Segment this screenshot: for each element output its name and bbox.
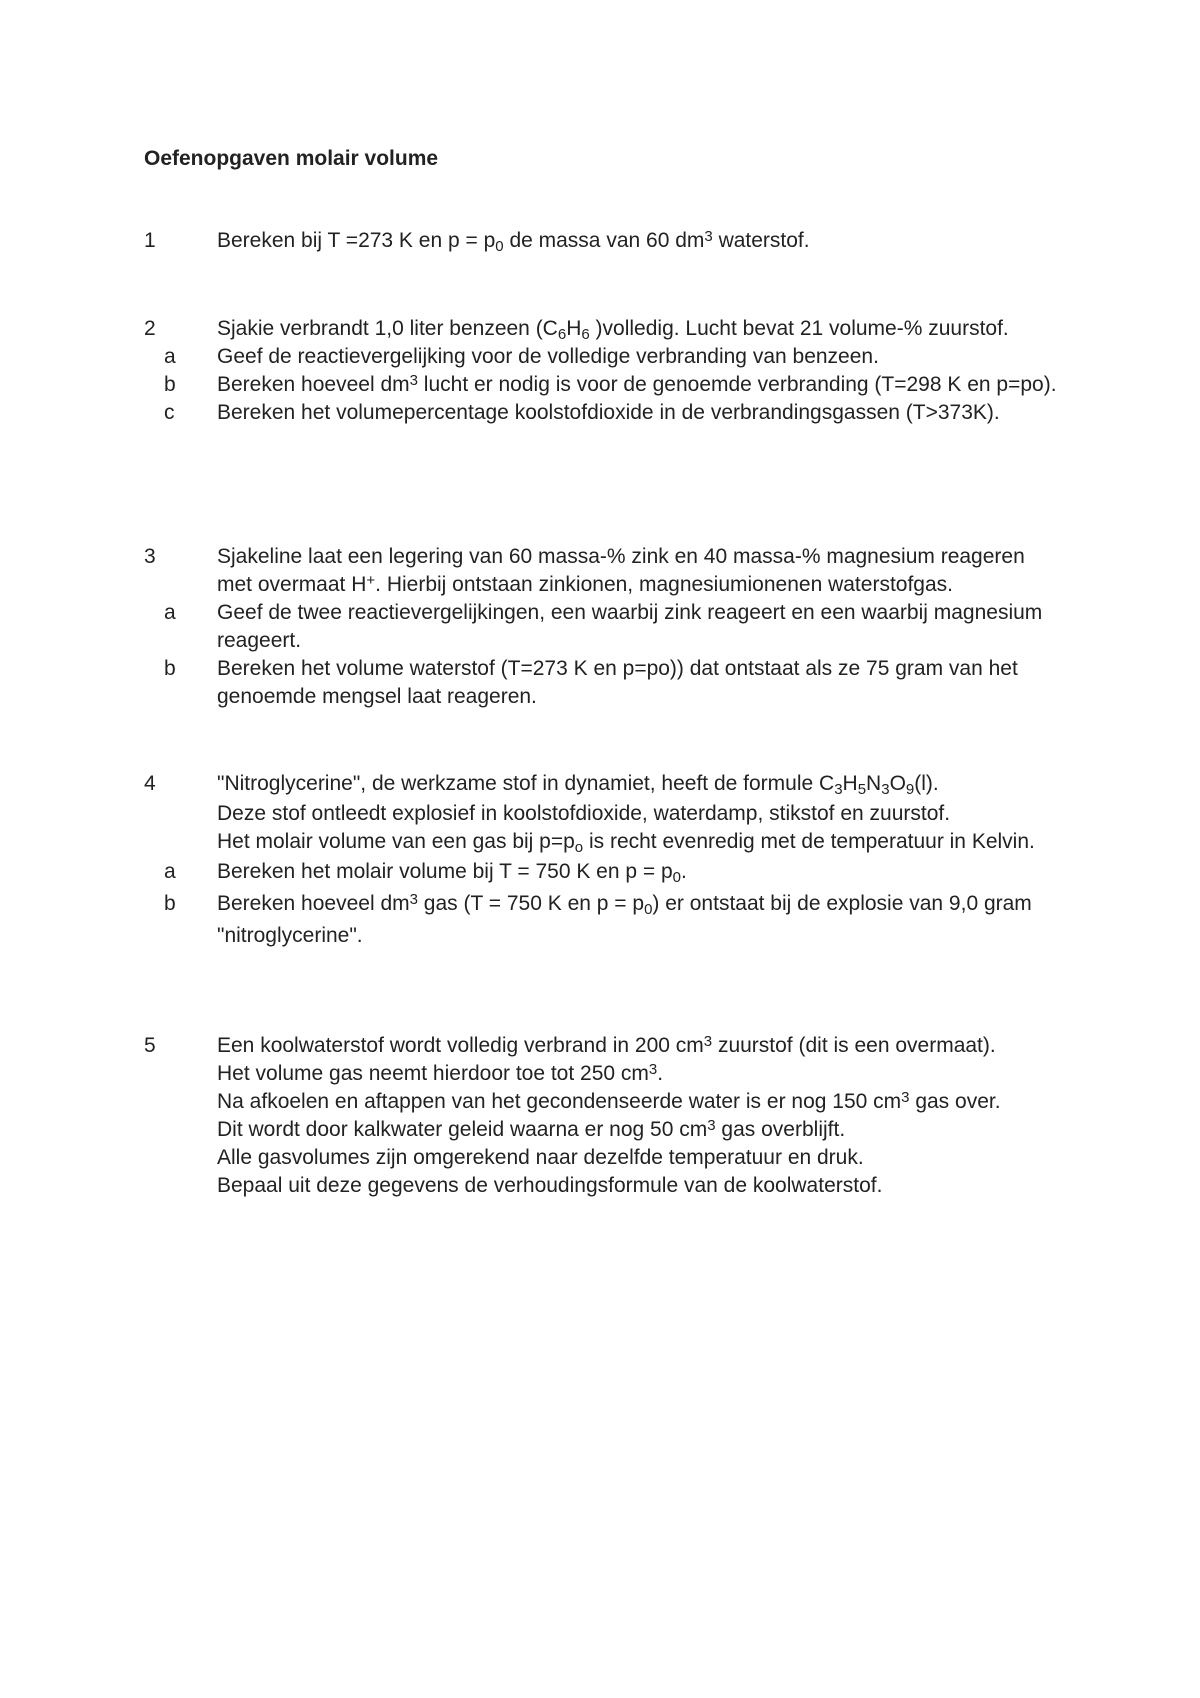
question-number: 5 bbox=[144, 1034, 156, 1057]
question-3b: b Bereken het volume waterstof (T=273 K en p=po)) dat ontstaat als ze 75 gram van het genoemde mengsel laat reageren. bbox=[164, 657, 1018, 708]
sub-question-letter: a bbox=[164, 345, 176, 368]
question-5-line-5: Alle gasvolumes zijn omgerekend naar dezelfde temperatuur en druk. bbox=[217, 1146, 864, 1169]
question-5-line-3: Na afkoelen en aftappen van het gecondenseerde water is er nog 150 $cm^3$ gas over. bbox=[217, 1089, 1001, 1113]
question-4a: a Bereken het molair volume bij T = 750 K en $p = p_0$. bbox=[144, 856, 1064, 888]
question-5-line-6: Bepaal uit deze gegevens de verhoudingsformule van de koolwaterstof. bbox=[217, 1174, 883, 1197]
question-3 bbox=[144, 543, 1064, 711]
question-1-text: 1 Bereken bij T =273 K en $p = p_0$ de massa van 60 $dm^3$ waterstof. bbox=[144, 228, 810, 255]
question-2c: c Bereken het volumepercentage koolstofdioxide in de verbrandingsgassen (T>373K). bbox=[144, 399, 1064, 427]
sub-question-letter: c bbox=[164, 401, 175, 424]
question-3-intro: 3 Sjakeline laat een legering van 60 massa-% zink en 40 massa-% magnesium reageren met overmaat H+. Hierbij ontstaan zinkionen, magnesiumionenen waterstofgas. bbox=[144, 545, 1025, 596]
question-4 bbox=[144, 768, 1064, 952]
question-1 bbox=[144, 227, 1064, 255]
question-2 bbox=[144, 315, 1064, 427]
question-4b: b Bereken hoeveel $dm^3$ gas (T = 750 K en $p = p_0$) er ontstaat bij de explosie van 9,0 gram "nitroglycerine". bbox=[144, 888, 1064, 952]
question-number: 4 bbox=[144, 772, 156, 795]
question-5 bbox=[144, 1032, 1064, 1200]
question-5-line-4: Dit wordt door kalkwater geleid waarna er nog 50 $cm^3$ gas overblijft. bbox=[217, 1117, 846, 1141]
question-3a: a Geef de twee reactievergelijkingen, een waarbij zink reageert en een waarbij magnesium reageert. bbox=[164, 601, 1043, 652]
sub-question-letter: a bbox=[164, 601, 176, 624]
document-title: Oefenopgaven molair volume bbox=[144, 147, 439, 170]
question-2a: a Geef de reactievergelijking voor de volledige verbranding van benzeen. bbox=[144, 343, 1064, 371]
question-4-line-2: Deze stof ontleedt explosief in koolstofdioxide, waterdamp, stikstof en zuurstof. bbox=[217, 802, 951, 825]
question-number: 2 bbox=[144, 317, 156, 340]
question-5-line-2: Het volume gas neemt hierdoor toe tot 250 $cm^3$. bbox=[217, 1061, 664, 1085]
question-number: 1 bbox=[144, 229, 156, 252]
sub-question-letter: b bbox=[164, 892, 176, 915]
question-number: 3 bbox=[144, 545, 156, 568]
question-2b: b Bereken hoeveel $dm^3$ lucht er nodig is voor de genoemde verbranding (T=298 K en p=po). bbox=[144, 371, 1064, 399]
question-5-line-1: 5 Een koolwaterstof wordt volledig verbrand in 200 $cm^3$ zuurstof (dit is een overmaat). bbox=[144, 1032, 1064, 1060]
question-4-intro: 4 "Nitroglycerine", de werkzame stof in dynamiet, heeft de formule $C_3H_5N_3O_9(l)$. bbox=[144, 768, 1064, 800]
sub-question-letter: b bbox=[164, 373, 176, 396]
sub-question-letter: a bbox=[164, 860, 176, 883]
question-2-intro: 2 Sjakie verbrandt 1,0 liter benzeen ($C_6H_6$ )volledig. Lucht bevat 21 volume-% zuurstof. bbox=[144, 317, 1009, 343]
question-4-line-3: Het molair volume van een gas bij $p=p_o$ is recht evenredig met de temperatuur in Kelvin. bbox=[217, 830, 1035, 856]
sub-question-letter: b bbox=[164, 657, 176, 680]
